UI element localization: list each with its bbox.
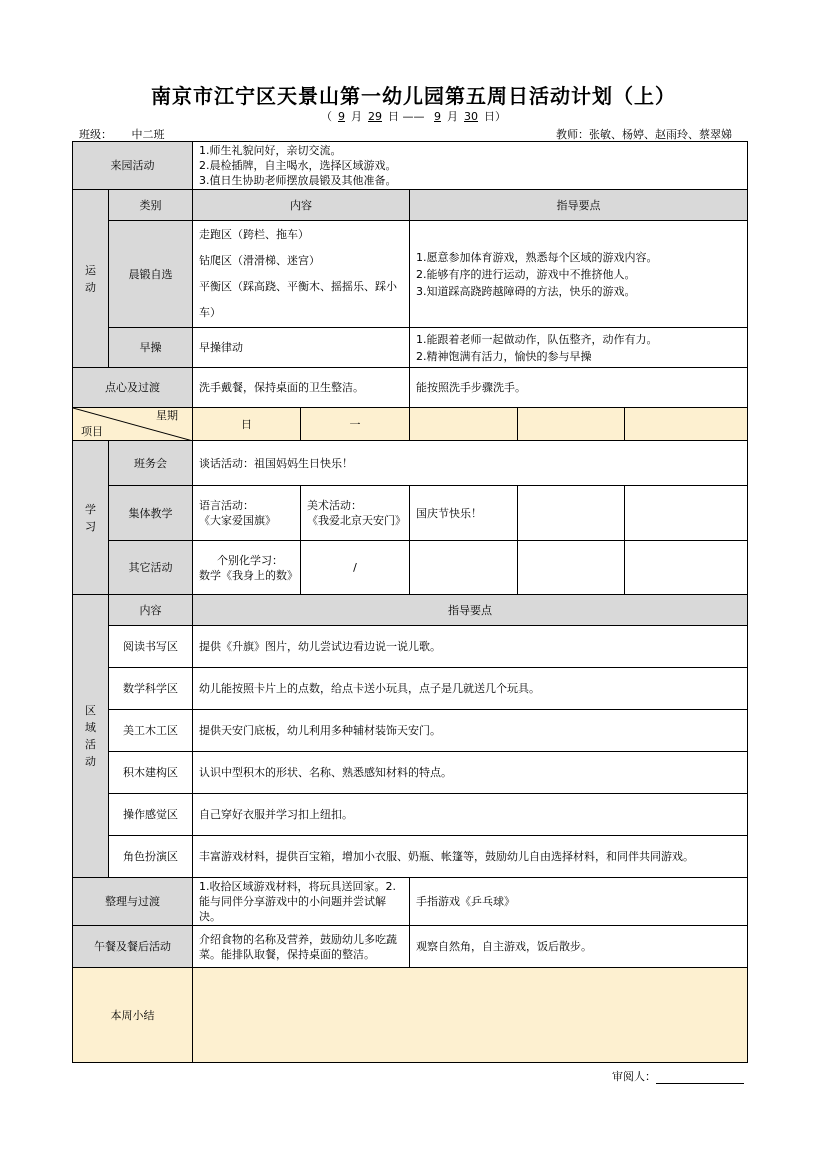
area-guide-header: 指导要点 — [193, 595, 748, 626]
lunch-row — [73, 926, 748, 968]
section-char: 活 — [85, 738, 96, 751]
morning-item: 平衡区（踩高跷、平衡木、摇摇乐、踩小车） — [199, 280, 397, 319]
page-title: 南京市江宁区天景山第一幼儿园第五周日活动计划（上） — [151, 84, 676, 108]
other-line: 个别化学习： — [217, 553, 283, 567]
item-label: 项目 — [81, 425, 103, 438]
day-label: 日 — [388, 110, 399, 123]
tidy-row — [73, 878, 748, 926]
section-char: 域 — [85, 721, 96, 734]
area-content-header: 内容 — [109, 595, 193, 626]
sport-header-row — [73, 190, 748, 221]
arrival-line: 3.值日生协助老师摆放晨锻及其他准备。 — [199, 174, 397, 187]
other-cell-1 — [193, 541, 301, 595]
summary-label: 本周小结 — [73, 968, 193, 1063]
summary-row — [73, 968, 748, 1063]
snack-guide: 能按照洗手步骤洗手。 — [410, 368, 748, 408]
morning-guide-line: 2.能够有序的进行运动，游戏中不推挤他人。 — [416, 267, 636, 281]
arrival-row — [73, 142, 748, 190]
other-row — [73, 541, 748, 595]
end-month: 9 — [434, 110, 441, 123]
arrival-line: 1.师生礼貌问好，亲切交流。 — [199, 144, 342, 157]
teacher-value: 张敏、杨婷、赵雨玲、蔡翠娣 — [589, 128, 732, 141]
month-label: 月 — [351, 110, 362, 123]
end-day: 30 — [464, 110, 478, 123]
week-header-row — [73, 408, 748, 441]
area-label-math: 数学科学区 — [109, 668, 193, 710]
meeting-content: 谈话活动：祖国妈妈生日快乐！ — [193, 441, 748, 486]
area-guide-math: 幼儿能按照卡片上的点数，给点卡送小玩具，点子是几就送几个玩具。 — [193, 668, 748, 710]
day-empty-4 — [518, 408, 625, 441]
reviewer — [612, 1068, 744, 1084]
area-label-art: 美工木工区 — [109, 710, 193, 752]
meeting-label: 班务会 — [109, 441, 193, 486]
area-label-sensory: 操作感觉区 — [109, 794, 193, 836]
area-row — [73, 710, 748, 752]
group-cell-1 — [193, 486, 301, 541]
snack-label: 点心及过渡 — [73, 368, 193, 408]
exercise-guide-line: 2.精神饱满有活力，愉快的参与早操 — [416, 349, 592, 363]
tidy-guide: 手指游戏《乒乓球》 — [410, 878, 748, 926]
day-sunday: 日 — [193, 408, 301, 441]
day-monday: 一 — [301, 408, 410, 441]
sport-content-header: 内容 — [193, 190, 410, 221]
morning-guide-line: 1.愿意参加体育游戏，熟悉每个区域的游戏内容。 — [416, 250, 658, 264]
exercise-guide — [410, 328, 748, 368]
other-cell-3 — [410, 541, 518, 595]
group-row — [73, 486, 748, 541]
area-label-reading: 阅读书写区 — [109, 626, 193, 668]
snack-content: 洗手戴餐，保持桌面的卫生整洁。 — [193, 368, 410, 408]
day-empty-3 — [410, 408, 518, 441]
group-line: 《大家爱国旗》 — [199, 514, 276, 527]
class-label: 班级： — [79, 128, 112, 141]
lunch-guide: 观察自然角，自主游戏，饭后散步。 — [410, 926, 748, 968]
summary-content — [193, 968, 748, 1063]
exercise-row — [73, 328, 748, 368]
arrival-line: 2.晨检插牌，自主喝水，选择区域游戏。 — [199, 159, 397, 172]
area-label-roleplay: 角色扮演区 — [109, 836, 193, 878]
group-line: 语言活动： — [199, 499, 254, 512]
teacher-label: 教师： — [556, 128, 589, 141]
section-char: 运 — [85, 263, 96, 277]
other-cell-4 — [518, 541, 625, 595]
morning-guide — [410, 221, 748, 328]
class-value: 中二班 — [112, 126, 184, 143]
exercise-guide-line: 1.能跟着老师一起做动作，队伍整齐，动作有力。 — [416, 332, 658, 346]
other-cell-5 — [625, 541, 748, 595]
morning-guide-line: 3.知道踩高跷跨越障碍的方法，快乐的游戏。 — [416, 284, 636, 298]
week-label: 星期 — [156, 409, 178, 422]
area-guide-reading: 提供《升旗》图片，幼儿尝试边看边说一说儿歌。 — [193, 626, 748, 668]
area-guide-blocks: 认识中型积木的形状、名称、熟悉感知材料的特点。 — [193, 752, 748, 794]
sport-guide-header: 指导要点 — [410, 190, 748, 221]
section-char: 区 — [85, 704, 96, 717]
reviewer-signature-line — [656, 1071, 744, 1084]
arrival-label: 来园活动 — [73, 142, 193, 190]
plan-table — [72, 141, 748, 1063]
area-row — [73, 626, 748, 668]
date-dash: —— — [402, 110, 425, 123]
group-cell-5 — [625, 486, 748, 541]
group-cell-3: 国庆节快乐！ — [410, 486, 518, 541]
section-char: 习 — [85, 519, 96, 533]
group-label: 集体教学 — [109, 486, 193, 541]
exercise-label: 早操 — [109, 328, 193, 368]
morning-row — [73, 221, 748, 328]
area-row — [73, 668, 748, 710]
other-line: 数学《我身上的数》 — [199, 568, 298, 582]
month-label-2: 月 — [447, 110, 458, 123]
day-empty-5 — [625, 408, 748, 441]
area-row — [73, 752, 748, 794]
area-row — [73, 836, 748, 878]
date-close: 日） — [484, 110, 506, 123]
snack-row — [73, 368, 748, 408]
week-item-corner — [73, 408, 193, 441]
arrival-content — [193, 142, 748, 190]
date-range — [0, 108, 827, 124]
area-label-blocks: 积木建构区 — [109, 752, 193, 794]
tidy-label: 整理与过渡 — [73, 878, 193, 926]
date-open: （ — [321, 110, 332, 123]
group-cell-4 — [518, 486, 625, 541]
section-char: 动 — [85, 280, 96, 294]
lunch-content: 介绍食物的名称及营养，鼓励幼儿多吃蔬菜。能排队取餐，保持桌面的整洁。 — [193, 926, 410, 968]
area-section-label — [73, 595, 109, 878]
group-line: 《我爱北京天安门》 — [307, 514, 406, 527]
lunch-label: 午餐及餐后活动 — [73, 926, 193, 968]
area-guide-sensory: 自己穿好衣服并学习扣上纽扣。 — [193, 794, 748, 836]
start-day: 29 — [368, 110, 382, 123]
area-guide-art: 提供天安门底板，幼儿利用多种辅材装饰天安门。 — [193, 710, 748, 752]
section-char: 动 — [85, 755, 96, 768]
section-char: 学 — [85, 502, 96, 516]
other-cell-2: / — [301, 541, 410, 595]
start-month: 9 — [338, 110, 345, 123]
meeting-row — [73, 441, 748, 486]
teacher-info — [556, 126, 732, 142]
morning-label: 晨锻自选 — [109, 221, 193, 328]
area-row — [73, 794, 748, 836]
group-line: 美术活动： — [307, 499, 362, 512]
other-label: 其它活动 — [109, 541, 193, 595]
study-section-label — [73, 441, 109, 595]
sport-type-header: 类别 — [109, 190, 193, 221]
morning-item: 走跑区（跨栏、拖车） — [199, 228, 309, 241]
tidy-content: 1.收拾区域游戏材料，将玩具送回家。2.能与同伴分享游戏中的小问题并尝试解决。 — [193, 878, 410, 926]
sport-section-label — [73, 190, 109, 368]
reviewer-label: 审阅人： — [612, 1070, 656, 1083]
morning-content — [193, 221, 410, 328]
area-guide-roleplay: 丰富游戏材料，提供百宝箱，增加小衣服、奶瓶、帐篷等，鼓励幼儿自由选择材料，和同伴共同游戏。 — [193, 836, 748, 878]
exercise-content: 早操律动 — [193, 328, 410, 368]
morning-item: 钻爬区（滑滑梯、迷宫） — [199, 254, 320, 267]
group-cell-2 — [301, 486, 410, 541]
area-header-row — [73, 595, 748, 626]
